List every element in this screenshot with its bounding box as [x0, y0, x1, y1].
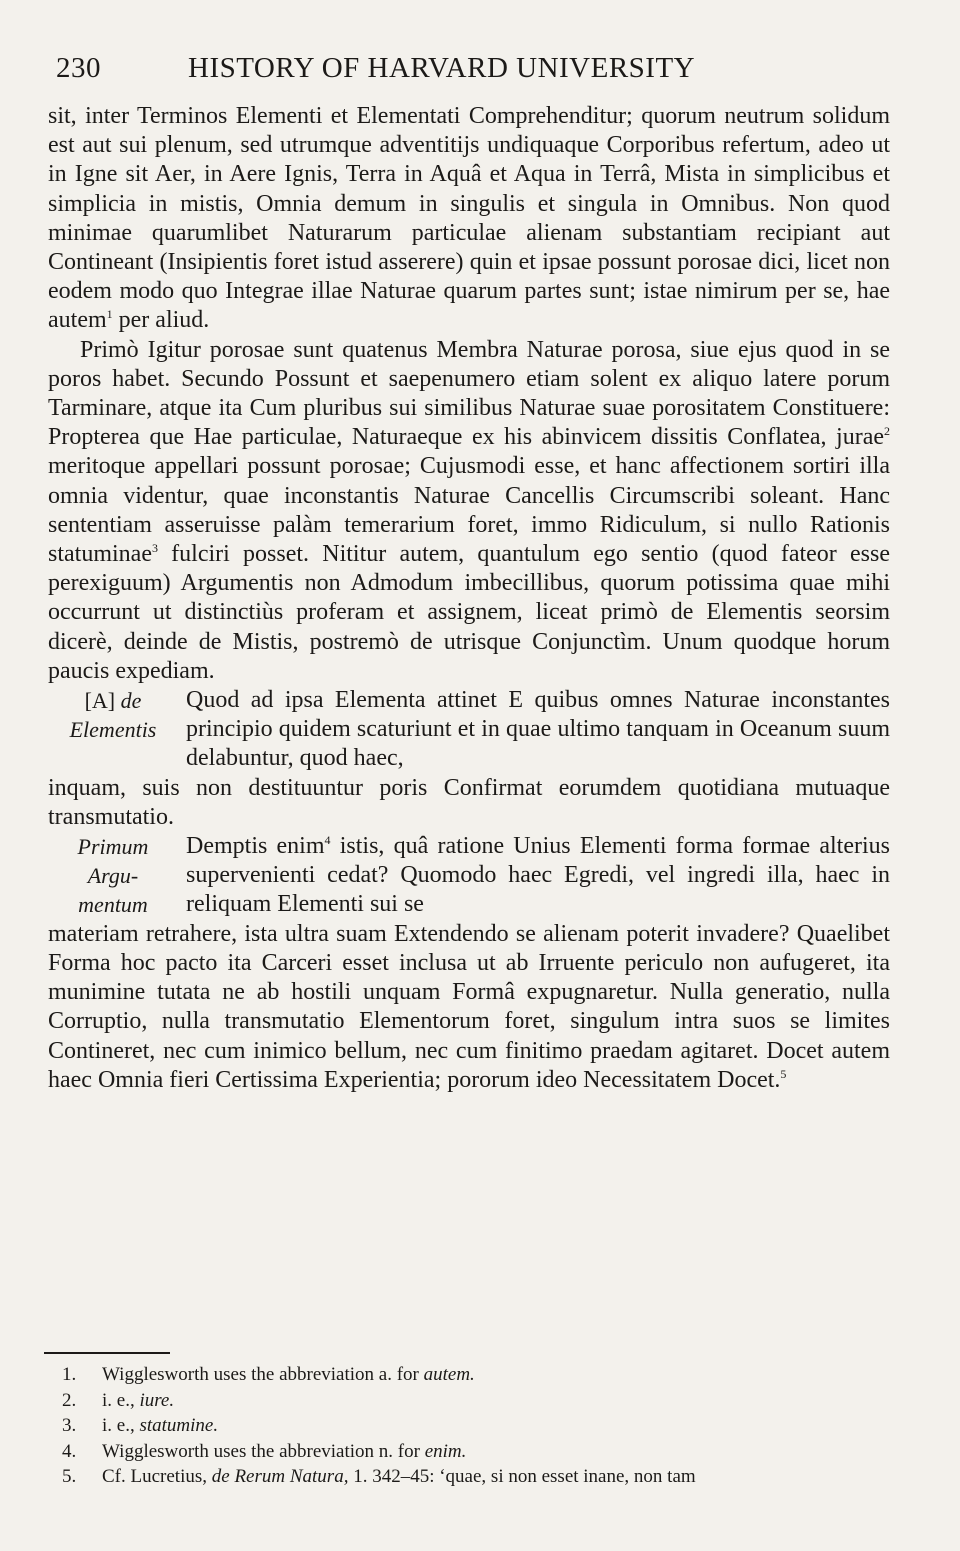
footnote-text: i. e., [102, 1415, 140, 1437]
page-header [48, 52, 908, 92]
footnote-3 [62, 1413, 902, 1439]
side-note-primum-argumentum [48, 832, 178, 919]
main-text [48, 102, 890, 1095]
section-primum-block [48, 832, 890, 920]
footnote-4 [62, 1439, 902, 1465]
paragraph-4-continuation [48, 920, 890, 1095]
footnote-italic: enim. [424, 1440, 467, 1462]
running-title: HISTORY OF HARVARD UNIVERSITY [188, 52, 696, 84]
footnote-text: Wigglesworth uses the abbreviation n. for [102, 1440, 425, 1462]
paragraph-1 [48, 102, 890, 336]
footnote-number: 5. [62, 1466, 77, 1488]
paragraph-4-text-c: materiam retrahere, ista ultra suam Extendendo se alienam poterit invadere? Quaelibet Forma hoc pacto ita Carceri esset inclusa ut ab Irruente periculo non aufugeret, ita munimine tutata ne ab hostili unquam Formâ expugnaretur. Nulla generatio, nulla Corruptio, nulla transmutatio Elementorum foret, singulum intra suos se limites Contineret, nec cum inimico bellum, nec cum finitimo praedam agitaret. Docet autem haec Omnia fieri Certissima Experientia; pororum ideo Necessitatem Docet. [48, 920, 890, 1093]
footnote-ref-5: 5 [780, 1066, 787, 1081]
paragraph-3-continuation: inquam, suis non destituuntur poris Confirmat eorumdem quotidiana mutuaque transmutatio. [48, 774, 890, 830]
footnote-number: 1. [62, 1364, 77, 1385]
side-note-b-line1: Primum [77, 834, 149, 860]
footnote-text: Wigglesworth uses the abbreviation a. for [102, 1364, 424, 1385]
footnote-italic: iure. [139, 1389, 175, 1411]
footnote-5 [62, 1464, 902, 1490]
section-a-block [48, 686, 890, 774]
footnote-text: Cf. Lucretius, [102, 1466, 212, 1488]
side-note-b-line3: mentum [78, 892, 148, 918]
footnote-tail: 1. 342–45: ‘quae, si non esset inane, non tam [348, 1466, 696, 1488]
footnote-italic: de Rerum Natura, [211, 1466, 349, 1488]
footnote-text: i. e., [102, 1389, 140, 1411]
paragraph-4-text-a: Demptis enim [186, 833, 325, 860]
paragraph-2 [48, 336, 890, 686]
footnote-2 [62, 1388, 902, 1414]
paragraph-2-text-c: fulciri posset. Nititur autem, quantulum ego sentio (quod fateor esse perexiguum) Argumentis non Admodum imbecillibus, quorum potissima quae mihi occurrunt ut distinctiùs proferam et assignem, liceat primò de Elementis seorsim dicerè, deinde de Mistis, postremò de utrisque Conjunctìm. Unum quodque horum paucis expediam. [48, 541, 890, 684]
paragraph-1-text: sit, inter Terminos Elementi et Elementati Comprehenditur; quorum neutrum solidum est aut sui plenum, sed utrumque adventitijs undiquaque Corporibus refertum, adeo ut in Igne sit Aer, in Aere Ignis, Terra in Aquâ et Aqua in Terrâ, Mista in simplicibus et simplicia in mistis, Omnia demum in singulis et singula in Omnibus. Non quod minimae quarumlibet Naturarum particulae alienam substantiam recipiant aut Contineant (Insipientis foret istud asserere) quin et ipsae possunt porosae dici, licet non eodem modo quo Integrae illae Naturae quarum partes sunt; istae nimirum per se, hae autem [48, 103, 890, 334]
footnote-1 [62, 1362, 902, 1388]
side-note-b-line2: Argu- [87, 863, 139, 889]
footnote-ref-4: 4 [324, 833, 331, 848]
paragraph-1-end: per aliud. [112, 307, 210, 334]
footnote-italic: autem. [423, 1364, 475, 1385]
footnote-divider [44, 1352, 170, 1354]
footnotes [62, 1362, 902, 1490]
footnote-italic: statumine. [139, 1415, 219, 1437]
paragraph-3-text: Quod ad ipsa Elementa attinet E quibus omnes Naturae inconstantes principio quidem scaturiunt et in quae ultimo tanquam in Oceanum suum delabuntur, quod haec, [186, 687, 890, 772]
footnote-ref-2: 2 [884, 424, 890, 439]
footnote-number: 3. [62, 1415, 77, 1437]
footnote-number: 4. [62, 1440, 77, 1462]
side-note-a-prefix: [A] [84, 688, 116, 714]
footnote-number: 2. [62, 1389, 77, 1411]
side-note-a-word: de [120, 688, 142, 714]
paragraph-2-text: Primò Igitur porosae sunt quatenus Membra Naturae porosa, siue ejus quod in se poros habet. Secundo Possunt et saepenumero etiam solent ex aliquo latere porum Tarminare, atque ita Cum pluribus sui similibus Naturae suae porositatem Constituere: Propterea que Hae particulae, Naturaeque ex his abinvicem dissitis Conflatea, jurae [48, 336, 890, 451]
side-note-de-elementis [48, 686, 178, 744]
page-number: 230 [56, 52, 101, 84]
paragraph-2-text-b: meritoque appellari possunt porosae; Cujusmodi esse, et hanc affectionem sortiri illa omnia videntur, quae inconstantis Naturae Cancellis Circumscribi soleant. Hanc sententiam asseruisse palàm temerarium foret, immo Ridiculum, si nullo Rationis statuminae [48, 453, 890, 568]
footnote-ref-3: 3 [151, 541, 158, 556]
side-note-a-word2: Elementis [69, 717, 157, 743]
paragraph-4-text-b: istis, quâ ratione Unius Elementi forma formae alterius supervenienti cedat? Quomodo haec Egredi, vel ingredi illa, haec in reliquam Elementi sui se [186, 833, 890, 918]
footnote-ref-1: 1 [106, 307, 113, 322]
